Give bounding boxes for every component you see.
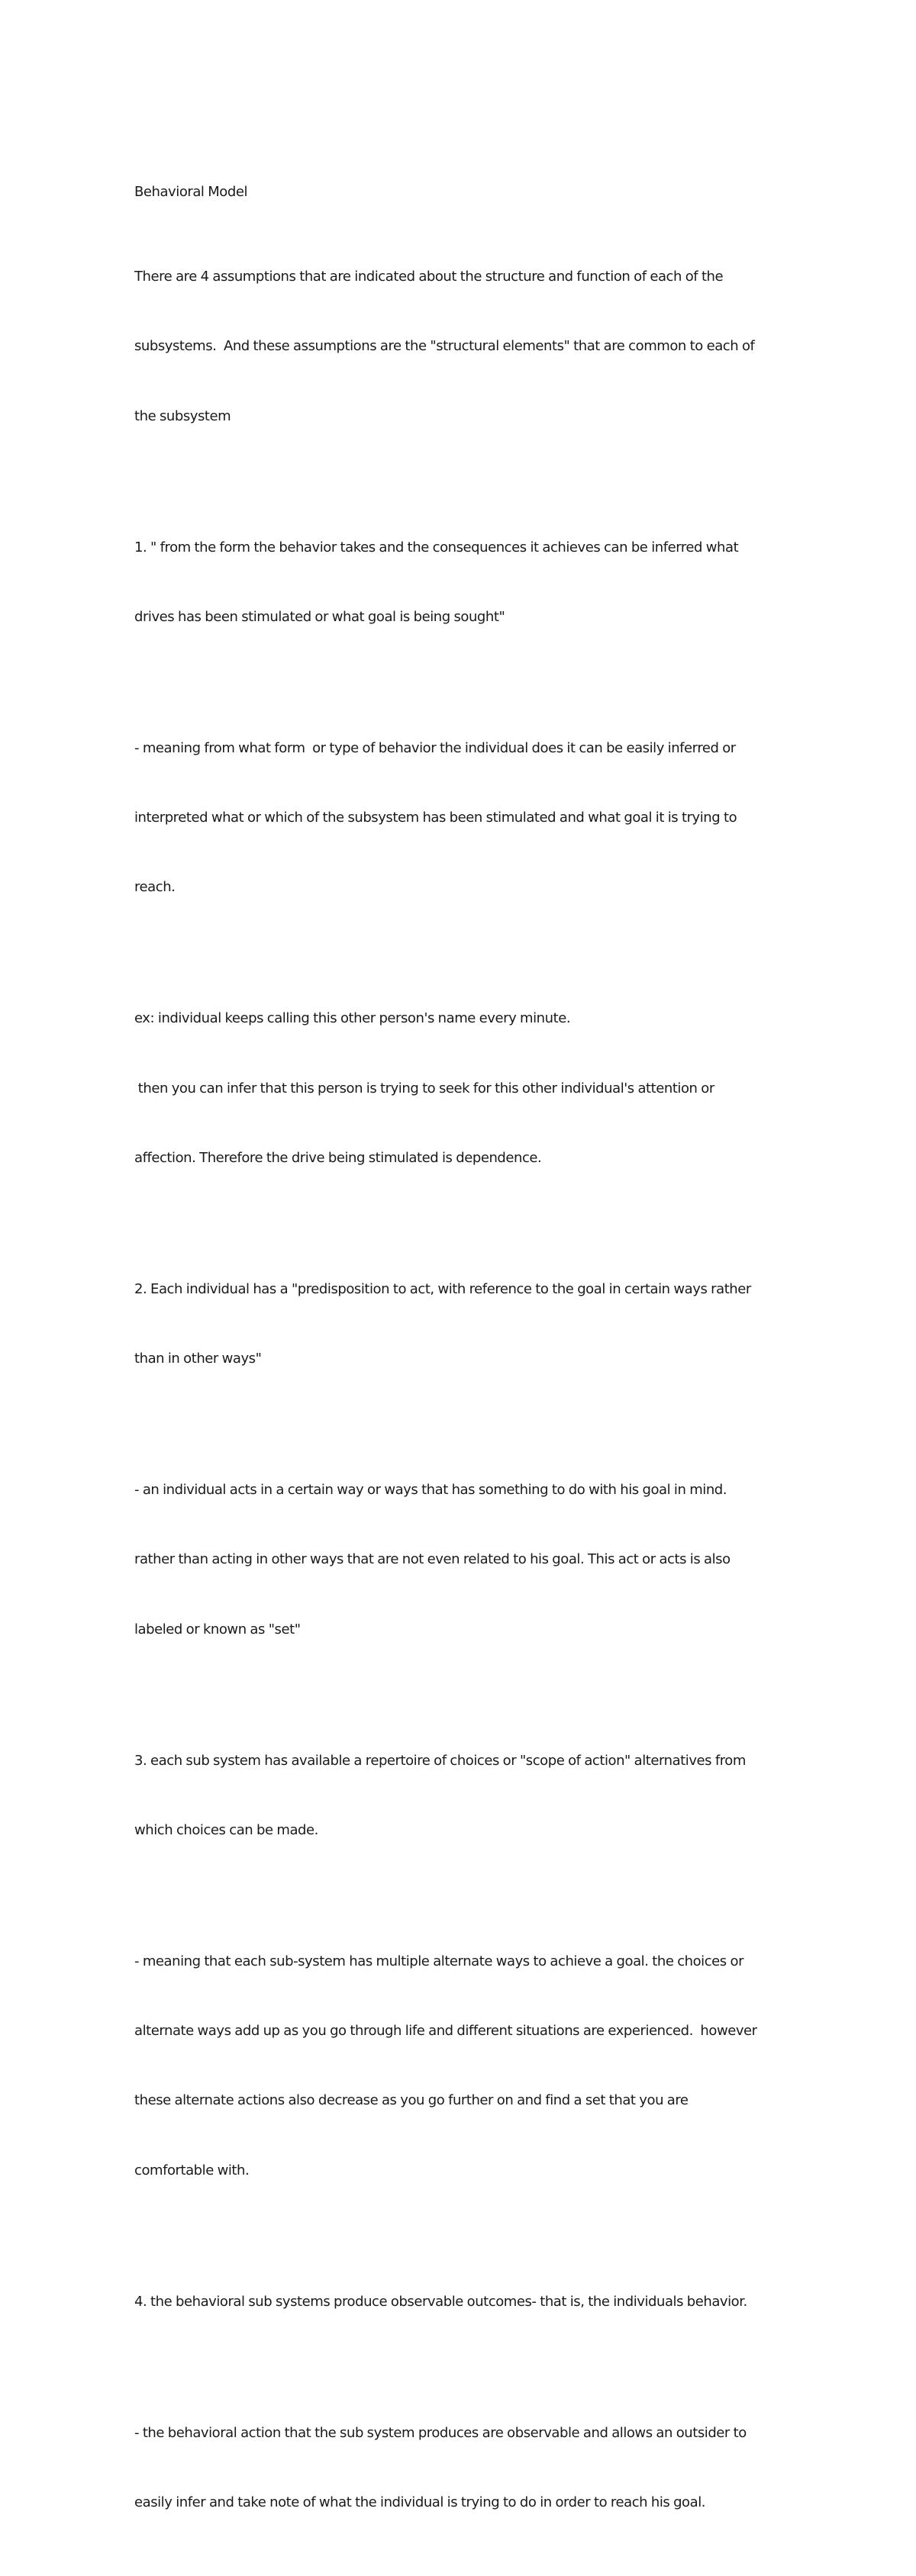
text-line: drives has been stimulated or what goal is being sought" xyxy=(134,608,505,625)
paragraph-assumption-3-meaning xyxy=(134,1904,779,2229)
text-line: affection. Therefore the drive being stimulated is dependence. xyxy=(134,1149,542,1166)
paragraph-assumption-1 xyxy=(134,490,779,675)
text-line: There are 4 assumptions that are indicated about the structure and function of each of the xyxy=(134,269,724,285)
text-line: which choices can be made. xyxy=(134,1821,318,1838)
text-line: rather than acting in other ways that are not even related to his goal. This act or acts is also xyxy=(134,1551,731,1568)
paragraph-assumption-2 xyxy=(134,1232,779,1417)
text-line: alternate ways add up as you go through life and different situations are experienced. however xyxy=(134,2023,757,2040)
text-line: - the behavioral action that the sub system produces are observable and allows an outsider to xyxy=(134,2424,747,2441)
text-line: 2. Each individual has a "predisposition to act, with reference to the goal in certain ways rather xyxy=(134,1280,751,1297)
text-line: than in other ways" xyxy=(134,1351,262,1367)
paragraph-assumption-3 xyxy=(134,1703,779,1889)
text-line: 3. each sub system has available a repertoire of choices or "scope of action" alternatives from xyxy=(134,1752,746,1769)
text-line: 1. " from the form the behavior takes and the consequences it achieves can be inferred what xyxy=(134,539,739,555)
text-line: - an individual acts in a certain way or ways that has something to do with his goal in mind. xyxy=(134,1482,727,1499)
text-line: interpreted what or which of the subsystem has been stimulated and what goal it is trying to xyxy=(134,810,737,826)
text-line: reach. xyxy=(134,879,176,896)
text-line: then you can infer that this person is trying to seek for this other individual's attention or xyxy=(134,1080,714,1096)
text-line: 4. the behavioral sub systems produce observable outcomes- that is, the individuals behavior. xyxy=(134,2293,747,2310)
paragraph-assumption-4-meaning xyxy=(134,2375,779,2561)
text-line: - meaning from what form or type of behavior the individual does it can be easily inferred or xyxy=(134,739,736,756)
paragraph-intro xyxy=(134,219,779,474)
text-line: the subsystem xyxy=(134,407,231,424)
paragraph-assumption-1-meaning xyxy=(134,691,779,945)
document-title xyxy=(134,181,779,204)
text-line: - meaning that each sub-system has multiple alternate ways to achieve a goal. the choices or xyxy=(134,1953,744,1969)
title-line: Behavioral Model xyxy=(134,184,248,200)
text-line: labeled or known as "set" xyxy=(134,1621,301,1637)
paragraph-example xyxy=(134,961,779,1216)
text-line: subsystems. And these assumptions are the "structural elements" that are common to each of xyxy=(134,338,755,355)
text-line: comfortable with. xyxy=(134,2162,250,2178)
text-line: these alternate actions also decrease as you go further on and find a set that you are xyxy=(134,2092,689,2109)
text-line: easily infer and take note of what the individual is trying to do in order to reach his goal. xyxy=(134,2494,706,2510)
text-line: ex: individual keeps calling this other person's name every minute. xyxy=(134,1010,571,1027)
document-body xyxy=(134,181,779,2576)
paragraph-assumption-4 xyxy=(134,2244,779,2360)
paragraph-assumption-2-meaning xyxy=(134,1432,779,1687)
